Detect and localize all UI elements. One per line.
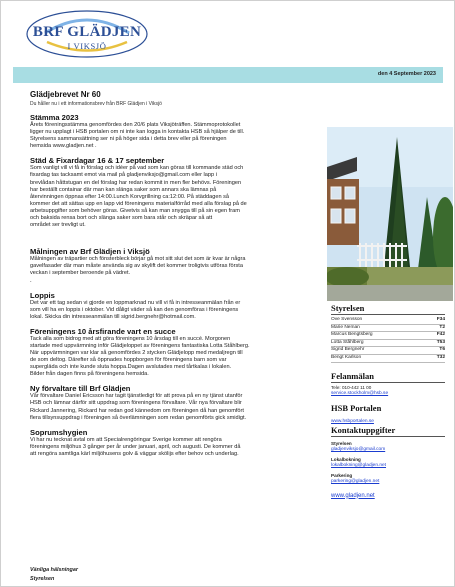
section-line: Styrelsens sammansättning ser ni på höger sida i detta brev eller på föreningen [30,136,227,143]
section-line: och baksida rensa bort och slänga saker som bara står och skräpar så att [30,215,213,222]
spacer [331,363,445,371]
housing-photo-illustration [327,127,453,301]
section-heading: Städ & Fixardagar 16 & 17 september [30,156,165,166]
section-ny-forvaltare [30,384,320,421]
section-line: gavelfasader där man måste använda sig av skylift det kommer troligtvis utföras första [30,263,243,270]
section-line: föreningens miljöhus 3 gånger per år under januari, april, och augusti. De kommer då [30,443,241,450]
board-member-house: T6 [439,347,445,353]
section-line: Bilder från dagen finns på föreningens hemsida. [30,371,149,378]
section-line: HSB och lämnar därför sitt uppdrag som föreningens förvaltare. Vår nya förvaltare blir [30,400,242,407]
section-line: Målningen av träpartier och fönsterbleck börjar gå mot sitt slut det som är kvar är några [30,256,246,263]
logo-title: BRF GLÄDJEN [32,24,142,40]
newsletter-subtitle: Du håller nu i ett informationsbrev från BRF Glädjen i Viksjö [30,101,162,107]
period-mark: . [30,277,32,284]
felanmalan-email-link[interactable]: service.stockholm@hsb.se [331,390,389,396]
board-member-row [331,332,445,340]
section-line: supergläda och inte kunde sluta hoppa.Dagen avslutades med tårtkalas i lokalen. [30,364,232,371]
board-member-house: F42 [436,332,445,338]
section-line: har beställt containar där man kan slänga saker som annars ska lämnas på [30,186,217,193]
section-line: Som vanligt vill vi få in förslag och idéer på vad som kan göras till kommande städ och [30,165,244,172]
board-member-house: F34 [436,317,445,322]
section-line: startade med uppvärmning inför Glädjeloppet av föreningens fantastiska Lotta Ståhlberg. [30,342,250,349]
section-line: lokal. Skicka din intresseanmälan till sigrid.bergnehr@hotmail.com. [30,313,196,320]
website-link[interactable]: www.gladjen.net [331,492,375,499]
section-line: Årets föreningsstämma genomfördes den 20/6 plats Viksjöträffen. Stämmoprotokollet [30,122,241,128]
logo-subtitle: I VIKSJÖ [67,41,107,51]
section-line: ligger nu upplagt i HSB portalen om ni inte kan logga in kontakta HSB så hjälper de till. [30,129,245,136]
brf-gladjen-logo [25,9,149,59]
divider [331,436,445,437]
contact-label: Styrelsen [331,440,352,446]
section-line: de som deltog. Därefter så öppnades hoppborgen för föreningens barn som var [30,357,227,364]
section-line: När uppvärmningen var klar så genomfördes 2 stycken Glädjelopp med medaljregn till [30,349,243,356]
section-line: kommer det att sättas upp en lapp vid föreningens materialförråd med alla förslag på de [30,200,247,207]
board-member-row [331,347,445,355]
newsletter-title: Glädjebrevet Nr 60 [30,90,101,99]
contact-label: Lokalbokning [331,456,361,462]
divider [331,314,445,315]
section-malningen [30,247,320,284]
main-column [30,90,320,458]
board-member-name: Marie Neman [331,324,360,330]
section-line: arbetsuppgifter som behöver göras. Givetvis så kan man snygga till på sin egen fram [30,207,240,214]
sidebar [331,303,445,499]
board-member-name: Ove Svensson [331,317,363,322]
section-line: Vi har nu tecknat avtal om att Specialrengöringar Sverige kommer att rengöra [30,436,222,443]
section-soprumshygien [30,428,320,458]
section-line: flera tillsynsuppdrag i föreningen så överlämningen som redan genomförts gick smidigt. [30,414,247,421]
kontakt-heading: Kontaktuppgifter [331,424,396,435]
section-line: som vill ha en loppis i oktober. Vid dåligt väder så kan den genomföras i föreningens [30,306,239,313]
signoff-greeting: Vänliga hälsningar [30,567,78,573]
board-member-name: Lotta Ståhlberg [331,339,364,345]
contact-label: Parkering [331,472,353,478]
spacer [30,229,320,241]
section-line: området ser trevligt ut. [30,222,86,229]
signoff-name: Styrelsen [30,576,55,582]
board-member-name: Bengt Karlson [331,354,362,360]
section-stad-fixardagar [30,156,320,229]
board-member-row [331,355,445,363]
board-member-row [331,317,445,325]
section-heading: Målningen av Brf Glädjen i Viksjö [30,247,150,257]
section-10-arsfirande [30,327,320,379]
contact-email-link[interactable]: gladjenviksjo@gmail.com [331,446,386,452]
felanmalan-heading: Felanmälan [331,370,374,381]
section-line: Tack alla som bidrog med att göra föreningens 10 årsdag till en succé. Morgonen [30,335,231,342]
contact-email-link[interactable]: lokalbokning@gladjen.net [331,462,387,468]
divider [331,382,445,383]
section-line: att rengöra samtliga kärl miljöhusens golv & väggar skölijs efter behov och underlag. [30,450,239,457]
section-line: fixardag tas tacksamt emot via mail på gladjenviksjo@gmail.com eller lapp i [30,172,217,179]
section-line: veckan i september beroende på vädret. [30,270,131,277]
contact-email-link[interactable]: parkering@gladjen.net [331,478,380,484]
board-member-house: T32 [436,354,445,360]
board-member-name: Marcus Bengtsberg [331,332,373,338]
section-heading: Ny förvaltare till Brf Glädjen [30,384,131,394]
section-heading: Föreningens 10 årsfirande vart en succe [30,326,176,336]
section-line: återvinningen öppnas efter 14:00.Lunch Korvgrillning ca:12:00. På städdagen så [30,193,230,200]
board-member-house: T53 [436,339,445,345]
section-heading: Stämma 2023 [30,113,79,122]
section-line: Det var ett tag sedan vi gjorde en loppmarknad nu vill vi få in intresseanmälan från er [30,299,241,306]
section-line: brevlådan håttstugan en del förslag har redan kommit in men fler behövs. Föreningen [30,179,242,186]
hsb-portal-heading: HSB Portalen [331,402,382,413]
section-heading: Loppis [30,290,55,300]
section-loppis [30,291,320,321]
section-line: hemsida www.gladjen.net . [30,143,97,150]
section-line: Rickard Jannering, Rickard har redan god kännedom om föreningen då han genomfört [30,407,244,414]
issue-date: den 4 September 2023 [377,71,436,77]
housing-area-photo [327,127,453,301]
board-member-house: T2 [439,324,445,330]
board-heading: Styrelsen [331,303,365,313]
board-member-name: Sigrid Bergnehr [331,347,365,353]
hsb-portal-link[interactable]: www.hsbportalen.se [331,418,374,424]
section-stamma [30,113,320,150]
section-line: Vår förvaltare Daniel Ericsson har tagit tjänstledigt för att prova på en ny tjänst utanför [30,393,243,400]
felanmalan-phone: Tele: 010-442 11 00 [331,384,372,390]
section-heading: Soprumshygien [30,427,88,437]
